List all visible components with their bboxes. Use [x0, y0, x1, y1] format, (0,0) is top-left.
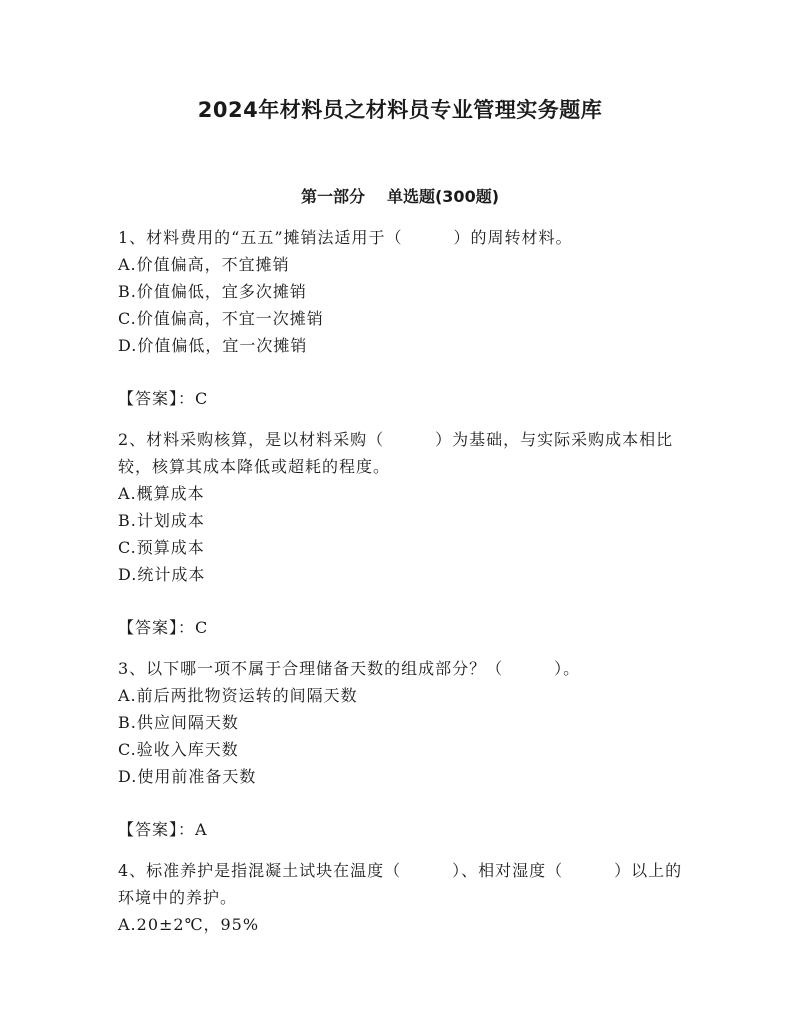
answer-line: 【答案】：C	[118, 389, 209, 408]
question-item	[118, 655, 688, 843]
question-item	[118, 426, 688, 641]
document-title: 2024年材料员之材料员专业管理实务题库	[197, 98, 603, 122]
option-d: D.统计成本	[118, 565, 206, 584]
option-a: A.前后两批物资运转的间隔天数	[118, 686, 358, 705]
answer-line: 【答案】：C	[118, 618, 209, 637]
option-a: A.20±2℃，95%	[118, 915, 260, 934]
question-stem: 1、材料费用的“五五”摊销法适用于（ ）的周转材料。	[118, 228, 573, 247]
option-d: D.使用前准备天数	[118, 767, 257, 786]
question-stem: 2、材料采购核算，是以材料采购（ ）为基础，与实际采购成本相比较，核算其成本降低或超耗的程度。	[118, 430, 674, 476]
answer-line: 【答案】：A	[118, 820, 208, 839]
question-item	[118, 224, 688, 412]
question-stem: 3、以下哪一项不属于合理储备天数的组成部分？（ ）。	[118, 659, 581, 678]
option-c: C.预算成本	[118, 538, 205, 557]
option-b: B.价值偏低，宜多次摊销	[118, 282, 307, 301]
option-d: D.价值偏低，宜一次摊销	[118, 336, 308, 355]
question-list	[118, 224, 688, 938]
section-part: 第一部分	[300, 187, 365, 206]
section-name: 单选题(300题)	[386, 187, 500, 206]
option-a: A.价值偏高，不宜摊销	[118, 255, 290, 274]
question-item	[118, 857, 688, 938]
option-c: C.验收入库天数	[118, 740, 239, 759]
question-stem: 4、标准养护是指混凝土试块在温度（ ）、相对湿度（ ）以上的环境中的养护。	[118, 861, 683, 907]
option-a: A.概算成本	[118, 484, 205, 503]
option-b: B.计划成本	[118, 511, 205, 530]
option-c: C.价值偏高，不宜一次摊销	[118, 309, 324, 328]
section-heading	[0, 184, 800, 207]
option-b: B.供应间隔天数	[118, 713, 239, 732]
